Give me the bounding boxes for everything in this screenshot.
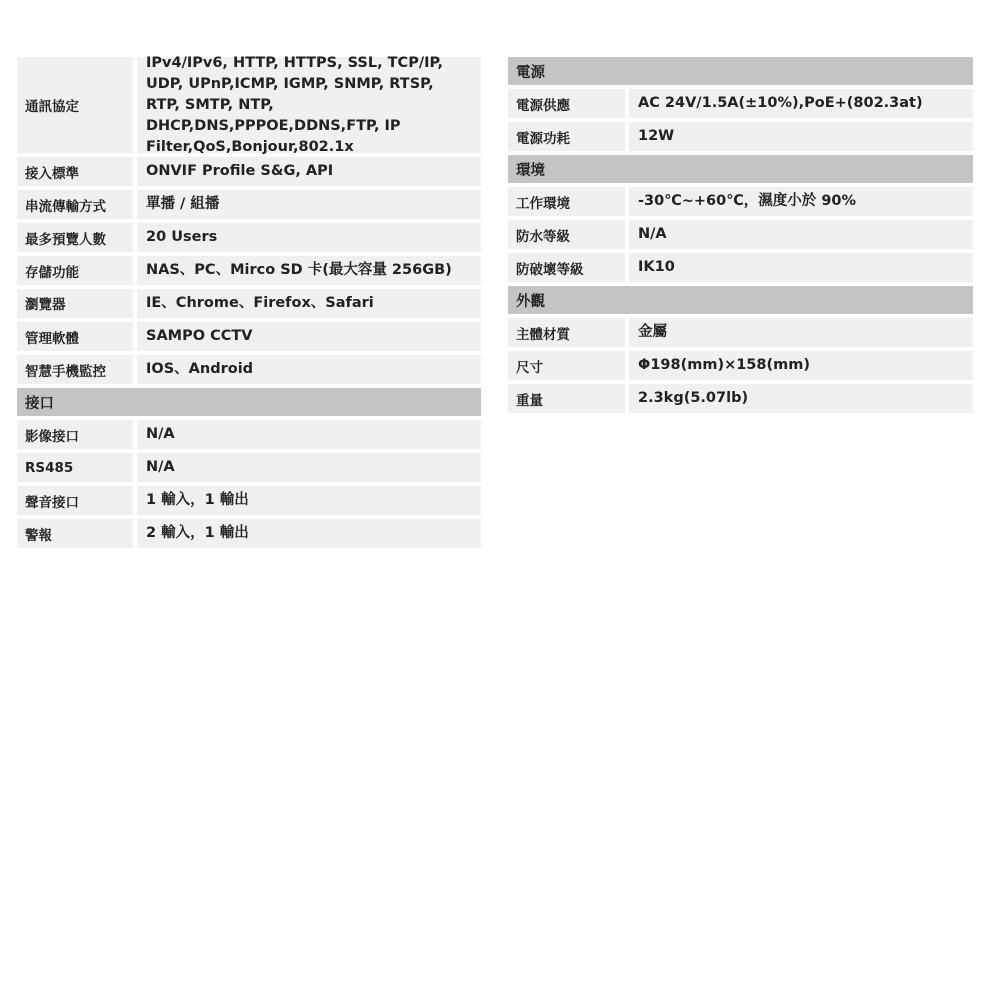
spec-value: N/A bbox=[137, 453, 481, 482]
spec-label: 存儲功能 bbox=[17, 256, 133, 285]
spec-label: 最多預覽人數 bbox=[17, 223, 133, 252]
spec-row-standard bbox=[17, 157, 481, 186]
spec-value: N/A bbox=[629, 220, 973, 249]
spec-label: 防水等級 bbox=[508, 220, 625, 249]
spec-value: 1 輸入，1 輸出 bbox=[137, 486, 481, 515]
spec-value: 金屬 bbox=[629, 318, 973, 347]
spec-row-power-supply bbox=[508, 89, 973, 118]
section-header-appearance: 外觀 bbox=[508, 286, 973, 314]
section-header-interface: 接口 bbox=[17, 388, 481, 416]
spec-label: 尺寸 bbox=[508, 351, 625, 380]
spec-row-material bbox=[508, 318, 973, 347]
spec-value: 2 輸入，1 輸出 bbox=[137, 519, 481, 548]
spec-value: IK10 bbox=[629, 253, 973, 282]
spec-label: 串流傳輸方式 bbox=[17, 190, 133, 219]
spec-label: 防破壞等級 bbox=[508, 253, 625, 282]
spec-value: NAS、PC、Mirco SD 卡(最大容量 256GB) bbox=[137, 256, 481, 285]
spec-row-browser bbox=[17, 289, 481, 318]
spec-label: 通訊協定 bbox=[17, 57, 133, 153]
spec-row-operating-env bbox=[508, 187, 973, 216]
spec-label: 管理軟體 bbox=[17, 322, 133, 351]
spec-label: 電源供應 bbox=[508, 89, 625, 118]
spec-value: AC 24V/1.5A(±10%),PoE+(802.3at) bbox=[629, 89, 973, 118]
spec-value: 12W bbox=[629, 122, 973, 151]
spec-table-right bbox=[508, 57, 973, 413]
spec-value: N/A bbox=[137, 420, 481, 449]
spec-label: 電源功耗 bbox=[508, 122, 625, 151]
spec-label: RS485 bbox=[17, 453, 133, 482]
spec-label: 智慧手機監控 bbox=[17, 355, 133, 384]
spec-row-vandal-proof bbox=[508, 253, 973, 282]
spec-label: 警報 bbox=[17, 519, 133, 548]
spec-row-max-viewers bbox=[17, 223, 481, 252]
spec-row-streaming bbox=[17, 190, 481, 219]
spec-value: IE、Chrome、Firefox、Safari bbox=[137, 289, 481, 318]
spec-label: 主體材質 bbox=[508, 318, 625, 347]
spec-label: 聲音接口 bbox=[17, 486, 133, 515]
spec-value: 單播 / 組播 bbox=[137, 190, 481, 219]
spec-value: Φ198(mm)×158(mm) bbox=[629, 351, 973, 380]
spec-row-video-port bbox=[17, 420, 481, 449]
section-header-power: 電源 bbox=[508, 57, 973, 85]
spec-row-waterproof bbox=[508, 220, 973, 249]
spec-row-software bbox=[17, 322, 481, 351]
spec-value: SAMPO CCTV bbox=[137, 322, 481, 351]
spec-label: 重量 bbox=[508, 384, 625, 413]
spec-value: -30℃~+60℃，濕度小於 90% bbox=[629, 187, 973, 216]
spec-row-protocol bbox=[17, 54, 481, 155]
spec-table-left bbox=[17, 54, 481, 548]
spec-row-audio-port bbox=[17, 486, 481, 515]
spec-row-dimensions bbox=[508, 351, 973, 380]
spec-label: 瀏覽器 bbox=[17, 289, 133, 318]
spec-value: ONVIF Profile S&G, API bbox=[137, 157, 481, 186]
spec-row-power-consumption bbox=[508, 122, 973, 151]
spec-value: 20 Users bbox=[137, 223, 481, 252]
spec-row-alarm bbox=[17, 519, 481, 548]
spec-value: IOS、Android bbox=[137, 355, 481, 384]
spec-row-rs485 bbox=[17, 453, 481, 482]
spec-row-storage bbox=[17, 256, 481, 285]
spec-value: 2.3kg(5.07lb) bbox=[629, 384, 973, 413]
spec-label: 接入標準 bbox=[17, 157, 133, 186]
spec-row-mobile bbox=[17, 355, 481, 384]
spec-row-weight bbox=[508, 384, 973, 413]
spec-value: IPv4/IPv6, HTTP, HTTPS, SSL, TCP/IP, UDP, UPnP,ICMP, IGMP, SNMP, RTSP, RTP, SMTP, NTP, DHCP,DNS,PPPOE,DDNS,FTP, IP Filter,QoS,Bonjour,802.1x bbox=[137, 57, 481, 153]
spec-label: 工作環境 bbox=[508, 187, 625, 216]
spec-label: 影像接口 bbox=[17, 420, 133, 449]
section-header-environment: 環境 bbox=[508, 155, 973, 183]
